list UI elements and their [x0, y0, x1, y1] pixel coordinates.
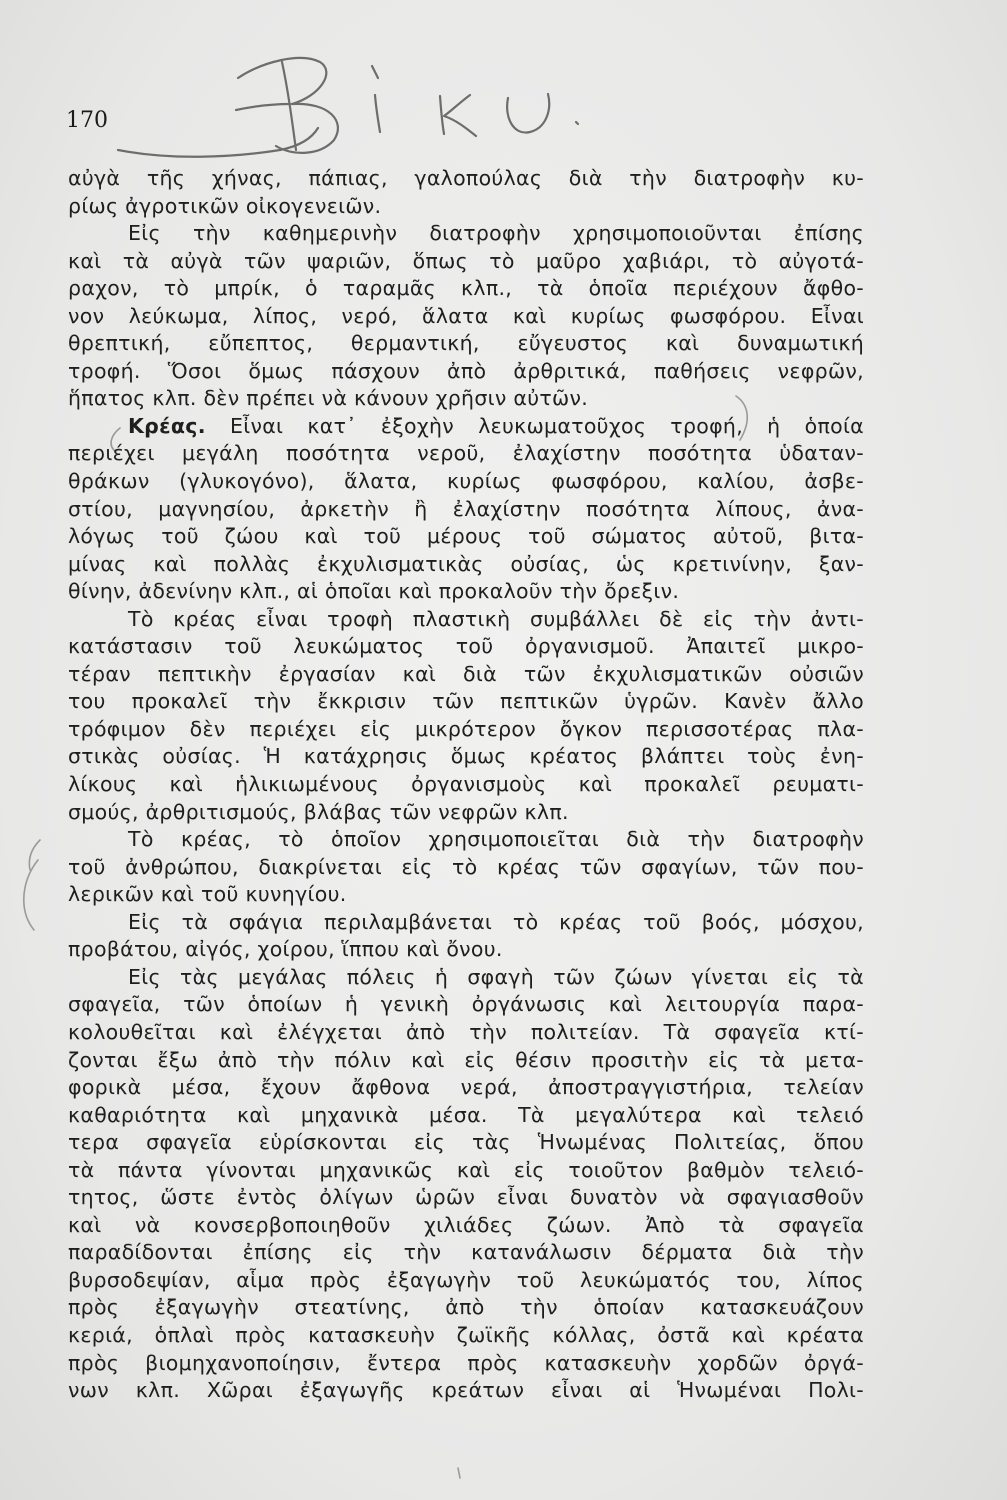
text-line: θίνην, ἀδενίνην κλπ., αἱ ὁποῖαι καὶ προκαλοῦν τὴν ὄρεξιν. [68, 579, 680, 604]
text-line: πρὸς βιομηχανοποίησιν, ἔντερα πρὸς κατασκευὴν χορδῶν ὀργά- [68, 1350, 864, 1375]
text-line: του προκαλεῖ τὴν ἔκκρισιν τῶν πεπτικῶν ὑγρῶν. Κανὲν ἄλλο [68, 689, 864, 714]
text-line: κολουθεῖται καὶ ἐλέγχεται ἀπὸ τὴν πολιτείαν. Τὰ σφαγεῖα κτί- [68, 1019, 864, 1044]
text-line: αὐγὰ τῆς χήνας, πάπιας, γαλοπούλας διὰ τὴν διατροφὴν κυ- [68, 166, 864, 190]
text-line: θράκων (γλυκογόνο), ἅλατα, κυρίως φωσφόρου, καλίου, ἀσβε- [68, 469, 864, 494]
text-line: βυρσοδεψίαν, αἷμα πρὸς ἐξαγωγὴν τοῦ λευκώματός του, λίπος [68, 1267, 864, 1292]
text-line: πρὸς ἐξαγωγὴν στεατίνης, ἀπὸ τὴν ὁποίαν κατασκευάζουν [68, 1295, 864, 1320]
text-line: Εἰς τὰς μεγάλας πόλεις ἡ σφαγὴ τῶν ζώων γίνεται εἰς τὰ [128, 964, 864, 989]
text-line: καὶ νὰ κονσερβοποιηθοῦν χιλιάδες ζώων. Ἀπὸ τὰ σφαγεῖα [68, 1212, 864, 1237]
text-line: τέραν πεπτικὴν ἐργασίαν καὶ διὰ τῶν ἐκχυλισματικῶν οὐσιῶν [68, 661, 864, 686]
text-line: σμούς, ἀρθριτισμούς, βλάβας τῶν νεφρῶν κλπ. [68, 799, 569, 824]
text-line: κεριά, ὁπλαὶ πρὸς κατασκευὴν ζωϊκῆς κόλλας, ὀστᾶ καὶ κρέατα [68, 1322, 864, 1347]
page-number: 170 [66, 108, 108, 133]
text-line: τροφή. Ὅσοι ὅμως πάσχουν ἀπὸ ἀρθριτικά, παθήσεις νεφρῶν, [68, 358, 864, 383]
body-text [68, 165, 864, 1405]
text-line: φορικὰ μέσα, ἔχουν ἄφθονα νερά, ἀποστραγγιστήρια, τελείαν [68, 1075, 864, 1100]
text-line: νον λεύκωμα, λίπος, νερό, ἅλατα καὶ κυρίως φωσφόρου. Εἶναι [68, 303, 864, 328]
text-line: τοῦ ἀνθρώπου, διακρίνεται εἰς τὸ κρέας τῶν σφαγίων, τῶν που- [68, 854, 864, 879]
text-line: καθαριότητα καὶ μηχανικὰ μέσα. Τὰ μεγαλύτερα καὶ τελειό [68, 1102, 864, 1127]
text-line: καὶ τὰ αὐγὰ τῶν ψαριῶν, ὅπως τὸ μαῦρο χαβιάρι, τὸ αὐγοτά- [68, 248, 864, 273]
text-line: ραχον, τὸ μπρίκ, ὁ ταραμᾶς κλπ., τὰ ὁποῖα περιέχουν ἄφθο- [68, 276, 864, 301]
text-line: ζονται ἔξω ἀπὸ τὴν πόλιν καὶ εἰς θέσιν προσιτὴν εἰς τὰ μετα- [68, 1047, 864, 1072]
text-line: θρεπτική, εὔπεπτος, θερμαντική, εὔγευστος καὶ δυναμωτική [68, 331, 864, 356]
signature-scribble [118, 58, 578, 157]
text-line: τητος, ὥστε ἐντὸς ὀλίγων ὡρῶν εἶναι δυνατὸν νὰ σφαγιασθοῦν [68, 1185, 864, 1210]
text-line: στικὰς οὐσίας. Ἡ κατάχρησις ὅμως κρέατος βλάπτει τοὺς ἐνη- [68, 744, 864, 769]
text-line: Τὸ κρέας εἶναι τροφὴ πλαστικὴ συμβάλλει δὲ εἰς τὴν ἀντι- [128, 606, 864, 631]
text-line: Εἰς τὴν καθημερινὴν διατροφὴν χρησιμοποιοῦνται ἐπίσης [128, 221, 864, 246]
text-line: Τὸ κρέας, τὸ ὁποῖον χρησιμοποιεῖται διὰ τὴν διατροφὴν [128, 827, 864, 852]
text-line [68, 413, 864, 441]
text-line: σφαγεῖα, τῶν ὁποίων ἡ γενικὴ ὀργάνωσις καὶ λειτουργία παρα- [68, 992, 864, 1017]
text-line: προβάτου, αἰγός, χοίρου, ἵππου καὶ ὄνου. [68, 937, 503, 962]
text-line: τρόφιμον δὲν περιέχει εἰς μικρότερον ὄγκον περισσοτέρας πλα- [68, 716, 864, 741]
text-line: περιέχει μεγάλη ποσότητα νεροῦ, ἐλαχίστην ποσότητα ὑδαταν- [68, 441, 864, 466]
text-line: τὰ πάντα γίνονται μηχανικῶς καὶ εἰς τοιοῦτον βαθμὸν τελειό- [68, 1157, 864, 1182]
text-line-body: Εἶναι κατ᾽ ἐξοχὴν λευκωματοῦχος τροφή, ἡ ὁποία [229, 413, 864, 438]
text-line: Εἰς τὰ σφάγια περιλαμβάνεται τὸ κρέας τοῦ βοός, μόσχου, [128, 909, 864, 934]
section-heading: Κρέας. [128, 413, 206, 438]
text-line: τερα σφαγεῖα εὑρίσκονται εἰς τὰς Ἡνωμένας Πολιτείας, ὅπου [68, 1130, 864, 1155]
text-line: παραδίδονται ἐπίσης εἰς τὴν κατανάλωσιν δέρματα διὰ τὴν [68, 1240, 864, 1265]
text-line: νων κλπ. Χῶραι ἐξαγωγῆς κρεάτων εἶναι αἱ Ἡνωμέναι Πολι- [68, 1378, 864, 1403]
text-line: ρίως ἀγροτικῶν οἰκογενειῶν. [68, 193, 382, 218]
text-line: στίου, μαγνησίου, ἀρκετὴν ἢ ἐλαχίστην ποσότητα λίπους, ἀνα- [68, 496, 864, 521]
text-line: κατάστασιν τοῦ λευκώματος τοῦ ὀργανισμοῦ. Ἀπαιτεῖ μικρο- [68, 634, 864, 659]
text-line: λόγως τοῦ ζώου καὶ τοῦ μέρους τοῦ σώματος αὐτοῦ, βιτα- [68, 524, 864, 549]
text-line: λίκους καὶ ἡλικιωμένους ὀργανισμοὺς καὶ προκαλεῖ ρευματι- [68, 772, 864, 797]
text-line: λερικῶν καὶ τοῦ κυνηγίου. [68, 882, 347, 907]
text-line: μίνας καὶ πολλὰς ἐκχυλισματικὰς οὐσίας, ὡς κρετινίνην, ξαν- [68, 551, 864, 576]
text-line: ἥπατος κλπ. δὲν πρέπει νὰ κάνουν χρῆσιν αὐτῶν. [68, 386, 589, 411]
